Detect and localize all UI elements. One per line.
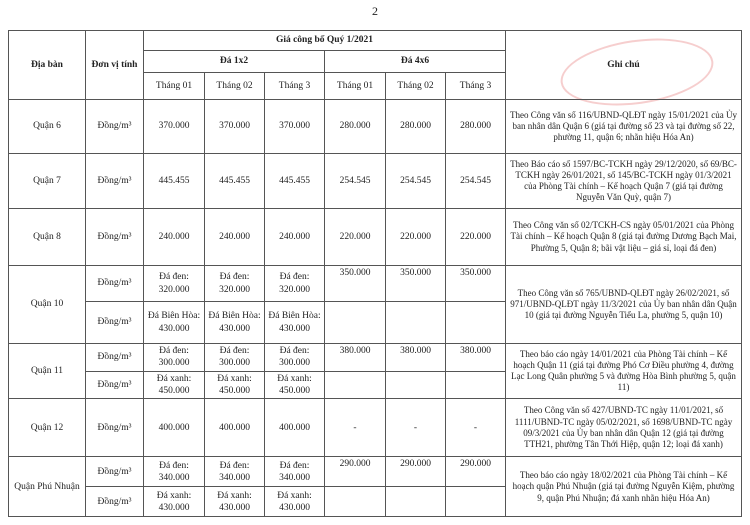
note-cell: Theo Báo cáo số 1597/BC-TCKH ngày 29/12/2020, số 69/BC-TCKH ngày 26/01/2021, số 145/BC-TCKH ngày 01/3/2021 của Phòng Tài chính – Kế hoạch Quận 7 (giá tại đường Nguyễn Văn Quỳ, quận 7) [506,154,742,209]
table-row [9,266,742,302]
price-table [8,30,742,517]
unit-cell: Đồng/m³ [86,487,144,517]
price-4x6-cell: 280.000 [386,100,446,154]
price-4x6-cell: 380.000 [386,344,446,372]
header-note: Ghi chú [506,31,742,100]
note-cell: Theo Công văn số 02/TCKH-CS ngày 05/01/2021 của Phòng Tài chính – Kế hoạch Quận 8 (giá tại đường Dương Bạch Mai, Phường 5, Quận 8; bãi vật liệu – giá sỉ, loại đá đen) [506,209,742,266]
price-4x6-cell: 254.545 [446,154,506,209]
price-4x6-cell: 254.545 [325,154,386,209]
price-1x2-cell: Đá đen: 320.000 [265,266,325,302]
price-1x2-cell: 445.455 [144,154,205,209]
price-4x6-cell: - [386,399,446,457]
price-1x2-cell: 370.000 [144,100,205,154]
price-1x2-cell: Đá đen: 300.000 [265,344,325,372]
header-month: Tháng 01 [144,73,205,100]
price-1x2-cell: 400.000 [205,399,265,457]
empty-4x6-cell [325,302,386,344]
empty-4x6-cell [386,302,446,344]
price-4x6-cell: 290.000 [325,457,386,487]
price-1x2-cell: Đá xanh: 430.000 [205,487,265,517]
header-stone-1x2: Đá 1x2 [144,51,325,73]
header-month: Tháng 3 [446,73,506,100]
unit-cell: Đồng/m³ [86,457,144,487]
price-4x6-cell: 280.000 [325,100,386,154]
price-1x2-cell: Đá đen: 320.000 [205,266,265,302]
price-1x2-cell: 445.455 [205,154,265,209]
price-1x2-cell: Đá Biên Hòa: 430.000 [205,302,265,344]
price-4x6-cell: 350.000 [386,266,446,302]
price-4x6-cell: 350.000 [446,266,506,302]
unit-cell: Đồng/m³ [86,344,144,372]
price-4x6-cell: 220.000 [386,209,446,266]
header-month: Tháng 3 [265,73,325,100]
page-number: 2 [372,4,378,18]
table-body [9,100,742,517]
price-1x2-cell: Đá Biên Hòa: 430.000 [144,302,205,344]
price-1x2-cell: Đá đen: 320.000 [144,266,205,302]
price-4x6-cell: 280.000 [446,100,506,154]
header-area: Địa bàn [9,31,86,100]
unit-cell: Đồng/m³ [86,100,144,154]
price-1x2-cell: Đá xanh: 450.000 [144,371,205,399]
price-1x2-cell: Đá xanh: 430.000 [265,487,325,517]
price-4x6-cell: 254.545 [386,154,446,209]
price-1x2-cell: 240.000 [265,209,325,266]
header-month: Tháng 02 [386,73,446,100]
price-4x6-cell: 220.000 [446,209,506,266]
unit-cell: Đồng/m³ [86,266,144,302]
price-1x2-cell: Đá Biên Hòa: 430.000 [265,302,325,344]
table-row [9,100,742,154]
price-4x6-cell: 350.000 [325,266,386,302]
price-4x6-cell: 380.000 [446,344,506,372]
table-row [9,399,742,457]
price-1x2-cell: Đá đen: 300.000 [205,344,265,372]
header-month: Tháng 02 [205,73,265,100]
area-cell: Quận 6 [9,100,86,154]
price-1x2-cell: Đá xanh: 450.000 [265,371,325,399]
unit-cell: Đồng/m³ [86,399,144,457]
table-row [9,457,742,487]
price-1x2-cell: 370.000 [265,100,325,154]
area-cell: Quận 11 [9,344,86,399]
header-unit: Đơn vị tính [86,31,144,100]
price-4x6-cell: 380.000 [325,344,386,372]
price-1x2-cell: Đá đen: 300.000 [144,344,205,372]
area-cell: Quận Phú Nhuận [9,457,86,517]
unit-cell: Đồng/m³ [86,209,144,266]
empty-4x6-cell [386,371,446,399]
price-4x6-cell: - [446,399,506,457]
area-cell: Quận 12 [9,399,86,457]
unit-cell: Đồng/m³ [86,154,144,209]
price-1x2-cell: 445.455 [265,154,325,209]
note-cell: Theo báo cáo ngày 18/02/2021 của Phòng Tài chính – Kế hoạch quận Phú Nhuận (giá tại đường Nguyễn Kiệm, phường 9, quận Phú Nhuận; đá xanh nhãn hiệu Hóa An) [506,457,742,517]
table-row [9,344,742,372]
unit-cell: Đồng/m³ [86,302,144,344]
area-cell: Quận 8 [9,209,86,266]
table-row [9,209,742,266]
area-cell: Quận 10 [9,266,86,344]
price-1x2-cell: 240.000 [144,209,205,266]
area-cell: Quận 7 [9,154,86,209]
note-cell: Theo Công văn số 765/UBND-QLĐT ngày 26/02/2021, số 971/UBND-QLĐT ngày 11/3/2021 của Ủy ban nhân dân Quận 10 (giá tại đường Nguyễn Tiểu La, phường 5, quận 10) [506,266,742,344]
empty-4x6-cell [386,487,446,517]
table-row [9,154,742,209]
price-4x6-cell: 220.000 [325,209,386,266]
empty-4x6-cell [446,487,506,517]
price-1x2-cell: 400.000 [265,399,325,457]
price-1x2-cell: Đá đen: 340.000 [265,457,325,487]
note-cell: Theo báo cáo ngày 14/01/2021 của Phòng Tài chính – Kế hoạch Quận 11 (giá tại đường Phó Cơ Điều phường 4, đường Lạc Long Quân phường 5 và đường Hòa Bình phường 5, quận 11) [506,344,742,399]
unit-cell: Đồng/m³ [86,371,144,399]
price-4x6-cell: 290.000 [446,457,506,487]
note-cell: Theo Công văn số 427/UBND-TC ngày 11/01/2021, số 1111/UBND-TC ngày 05/02/2021, số 1698/UBND-TC ngày 09/3/2021 của Ủy ban nhân dân Quận 12 (giá tại đường TTH21, phường Tân Thới Hiệp, quận 12; loại đá xanh) [506,399,742,457]
empty-4x6-cell [446,371,506,399]
price-1x2-cell: 370.000 [205,100,265,154]
empty-4x6-cell [325,487,386,517]
price-1x2-cell: 400.000 [144,399,205,457]
empty-4x6-cell [325,371,386,399]
header-month: Tháng 01 [325,73,386,100]
price-1x2-cell: Đá xanh: 430.000 [144,487,205,517]
price-1x2-cell: Đá đen: 340.000 [205,457,265,487]
price-1x2-cell: Đá xanh: 450.000 [205,371,265,399]
header-stone-4x6: Đá 4x6 [325,51,506,73]
empty-4x6-cell [446,302,506,344]
header-price-group: Giá công bố Quý 1/2021 [144,31,506,51]
price-4x6-cell: - [325,399,386,457]
price-4x6-cell: 290.000 [386,457,446,487]
price-1x2-cell: Đá đen: 340.000 [144,457,205,487]
price-1x2-cell: 240.000 [205,209,265,266]
note-cell: Theo Công văn số 116/UBND-QLĐT ngày 15/01/2021 của Ủy ban nhân dân Quận 6 (giá tại đường số 23 và tại đường số 22, phường 11, quận 6; nhãn hiệu Hóa An) [506,100,742,154]
